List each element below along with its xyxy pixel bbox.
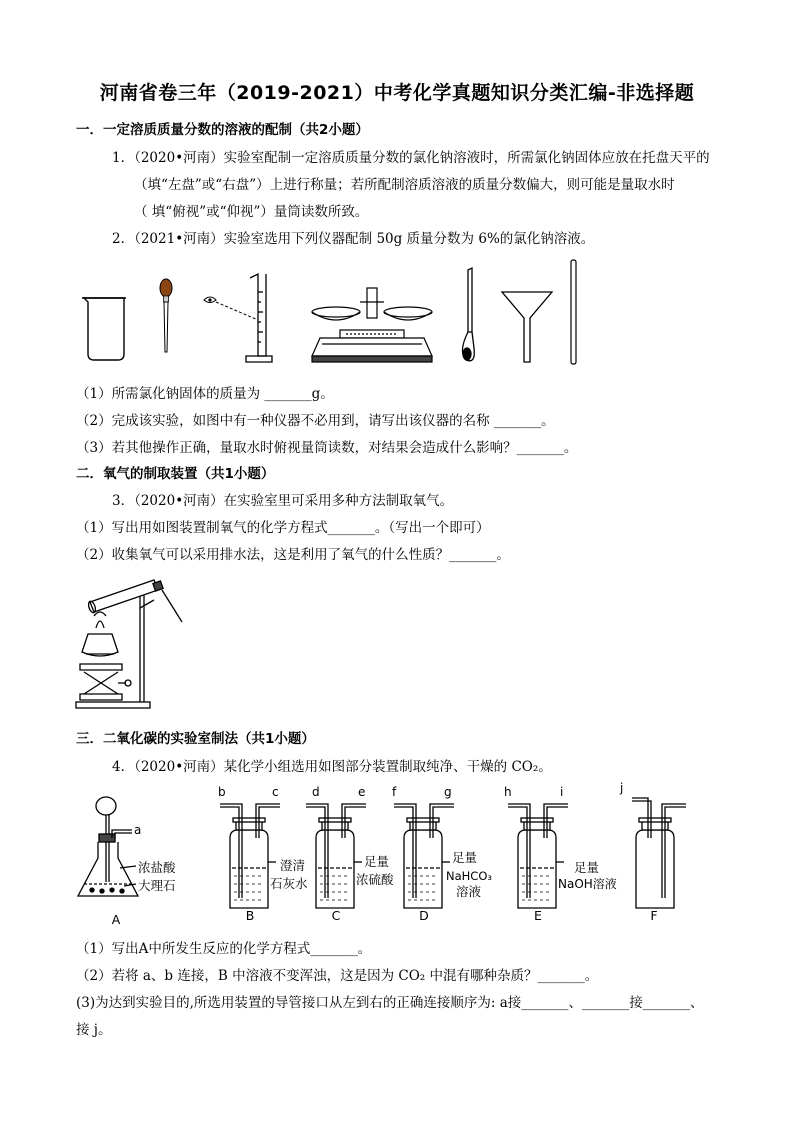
funnel-icon xyxy=(502,292,552,362)
caption-d: D xyxy=(419,908,429,923)
label-b-2: 石灰水 xyxy=(270,876,308,891)
label-d-2: NaHCO₃ xyxy=(446,869,492,883)
label-hydrochloric-acid: 浓盐酸 xyxy=(138,860,176,875)
q3-part-2: （2）收集氧气可以采用排水法，这是利用了氧气的什么性质？_______。 xyxy=(76,547,510,563)
caption-c: C xyxy=(331,908,341,923)
section-heading-2: 二．氧气的制取装置（共1小题） xyxy=(76,466,275,482)
label-b-1: 澄清 xyxy=(280,858,306,873)
apparatus-a xyxy=(78,797,138,896)
caption-a: A xyxy=(111,912,121,927)
label-marble: 大理石 xyxy=(138,878,176,893)
label-d-1: 足量 xyxy=(452,850,478,865)
port-label-j: j xyxy=(620,782,624,795)
q4-stem: 4．（2020•河南）某化学小组选用如图部分装置制取纯净、干燥的 CO₂。 xyxy=(112,759,552,775)
label-c-2: 浓硫酸 xyxy=(356,872,394,887)
port-label-i: i xyxy=(560,785,564,799)
port-label-h: h xyxy=(504,785,512,799)
q2-stem: 2．（2021•河南）实验室选用下列仪器配制 50g 质量分数为 6%的氯化钠溶液。 xyxy=(112,231,595,247)
q4-part-1: （1）写出A中所发生反应的化学方程式_______。 xyxy=(76,941,372,957)
section-heading-1: 一．一定溶质质量分数的溶液的配制（共2小题） xyxy=(76,122,369,138)
label-d-3: 溶液 xyxy=(456,884,482,899)
apparatus-e xyxy=(508,804,568,908)
port-label-b: b xyxy=(218,785,226,799)
q3-stem: 3．（2020•河南）在实验室里可采用多种方法制取氧气。 xyxy=(112,493,454,509)
port-label-d: d xyxy=(312,785,320,799)
spatula-icon xyxy=(462,268,474,361)
section-heading-3: 三．二氧化碳的实验室制法（共1小题） xyxy=(76,731,315,747)
eye-icon xyxy=(204,297,258,320)
balance-icon xyxy=(312,288,432,362)
apparatus-b xyxy=(220,804,280,908)
label-e-1: 足量 xyxy=(574,860,600,875)
q2-part-3: （3）若其他操作正确，量取水时俯视量筒读数，对结果会造成什么影响？_______。 xyxy=(76,440,578,456)
caption-f: F xyxy=(650,908,658,923)
q1-line-1: 1．（2020•河南）实验室配制一定溶质质量分数的氯化钠溶液时，所需氯化钠固体应放在托盘天平的 xyxy=(112,150,710,166)
apparatus-c xyxy=(306,804,366,908)
apparatus-d xyxy=(394,804,454,908)
label-c-1: 足量 xyxy=(364,854,390,869)
q1-line-3: （ 填“俯视”或“仰视”）量筒读数所致。 xyxy=(134,204,369,220)
dropper-icon xyxy=(160,279,172,352)
q1-line-2: （填“左盘”或“右盘”）上进行称量；若所配制溶质溶液的质量分数偏大，则可能是量取水时 xyxy=(134,177,675,193)
beaker-icon xyxy=(82,298,126,360)
instruments-figure xyxy=(76,252,606,372)
port-label-g: g xyxy=(444,785,452,799)
caption-b: B xyxy=(245,908,255,923)
oxygen-apparatus-figure xyxy=(74,568,194,713)
label-e-2: NaOH溶液 xyxy=(558,877,617,891)
port-label-c: c xyxy=(272,785,279,799)
page-title: 河南省卷三年（2019-2021）中考化学真题知识分类汇编-非选择题 xyxy=(99,82,695,104)
co2-apparatus-figure xyxy=(74,782,694,930)
q2-part-1: （1）所需氯化钠固体的质量为 _______g。 xyxy=(76,386,334,402)
caption-e: E xyxy=(534,908,542,923)
port-label-e: e xyxy=(358,785,366,799)
q3-part-1: （1）写出用如图装置制氧气的化学方程式_______。（写出一个即可） xyxy=(76,520,490,536)
measuring-cylinder-icon xyxy=(246,274,272,362)
q4-part-3: (3)为达到实验目的,所选用装置的导管接口从左到右的正确连接顺序为: a接_______、_______接_______、 xyxy=(76,995,704,1011)
port-label-a: a xyxy=(134,823,142,837)
glass-rod-icon xyxy=(571,260,576,364)
q4-part-2: （2）若将 a、b 连接，B 中溶液不变浑浊，这是因为 CO₂ 中混有哪种杂质？_______。 xyxy=(76,968,599,984)
q2-part-2: （2）完成该实验，如图中有一种仪器不必用到，请写出该仪器的名称 _______。 xyxy=(76,413,555,429)
apparatus-f xyxy=(632,798,686,908)
port-label-f: f xyxy=(392,785,397,799)
q4-part-4: 接 j。 xyxy=(76,1022,112,1038)
